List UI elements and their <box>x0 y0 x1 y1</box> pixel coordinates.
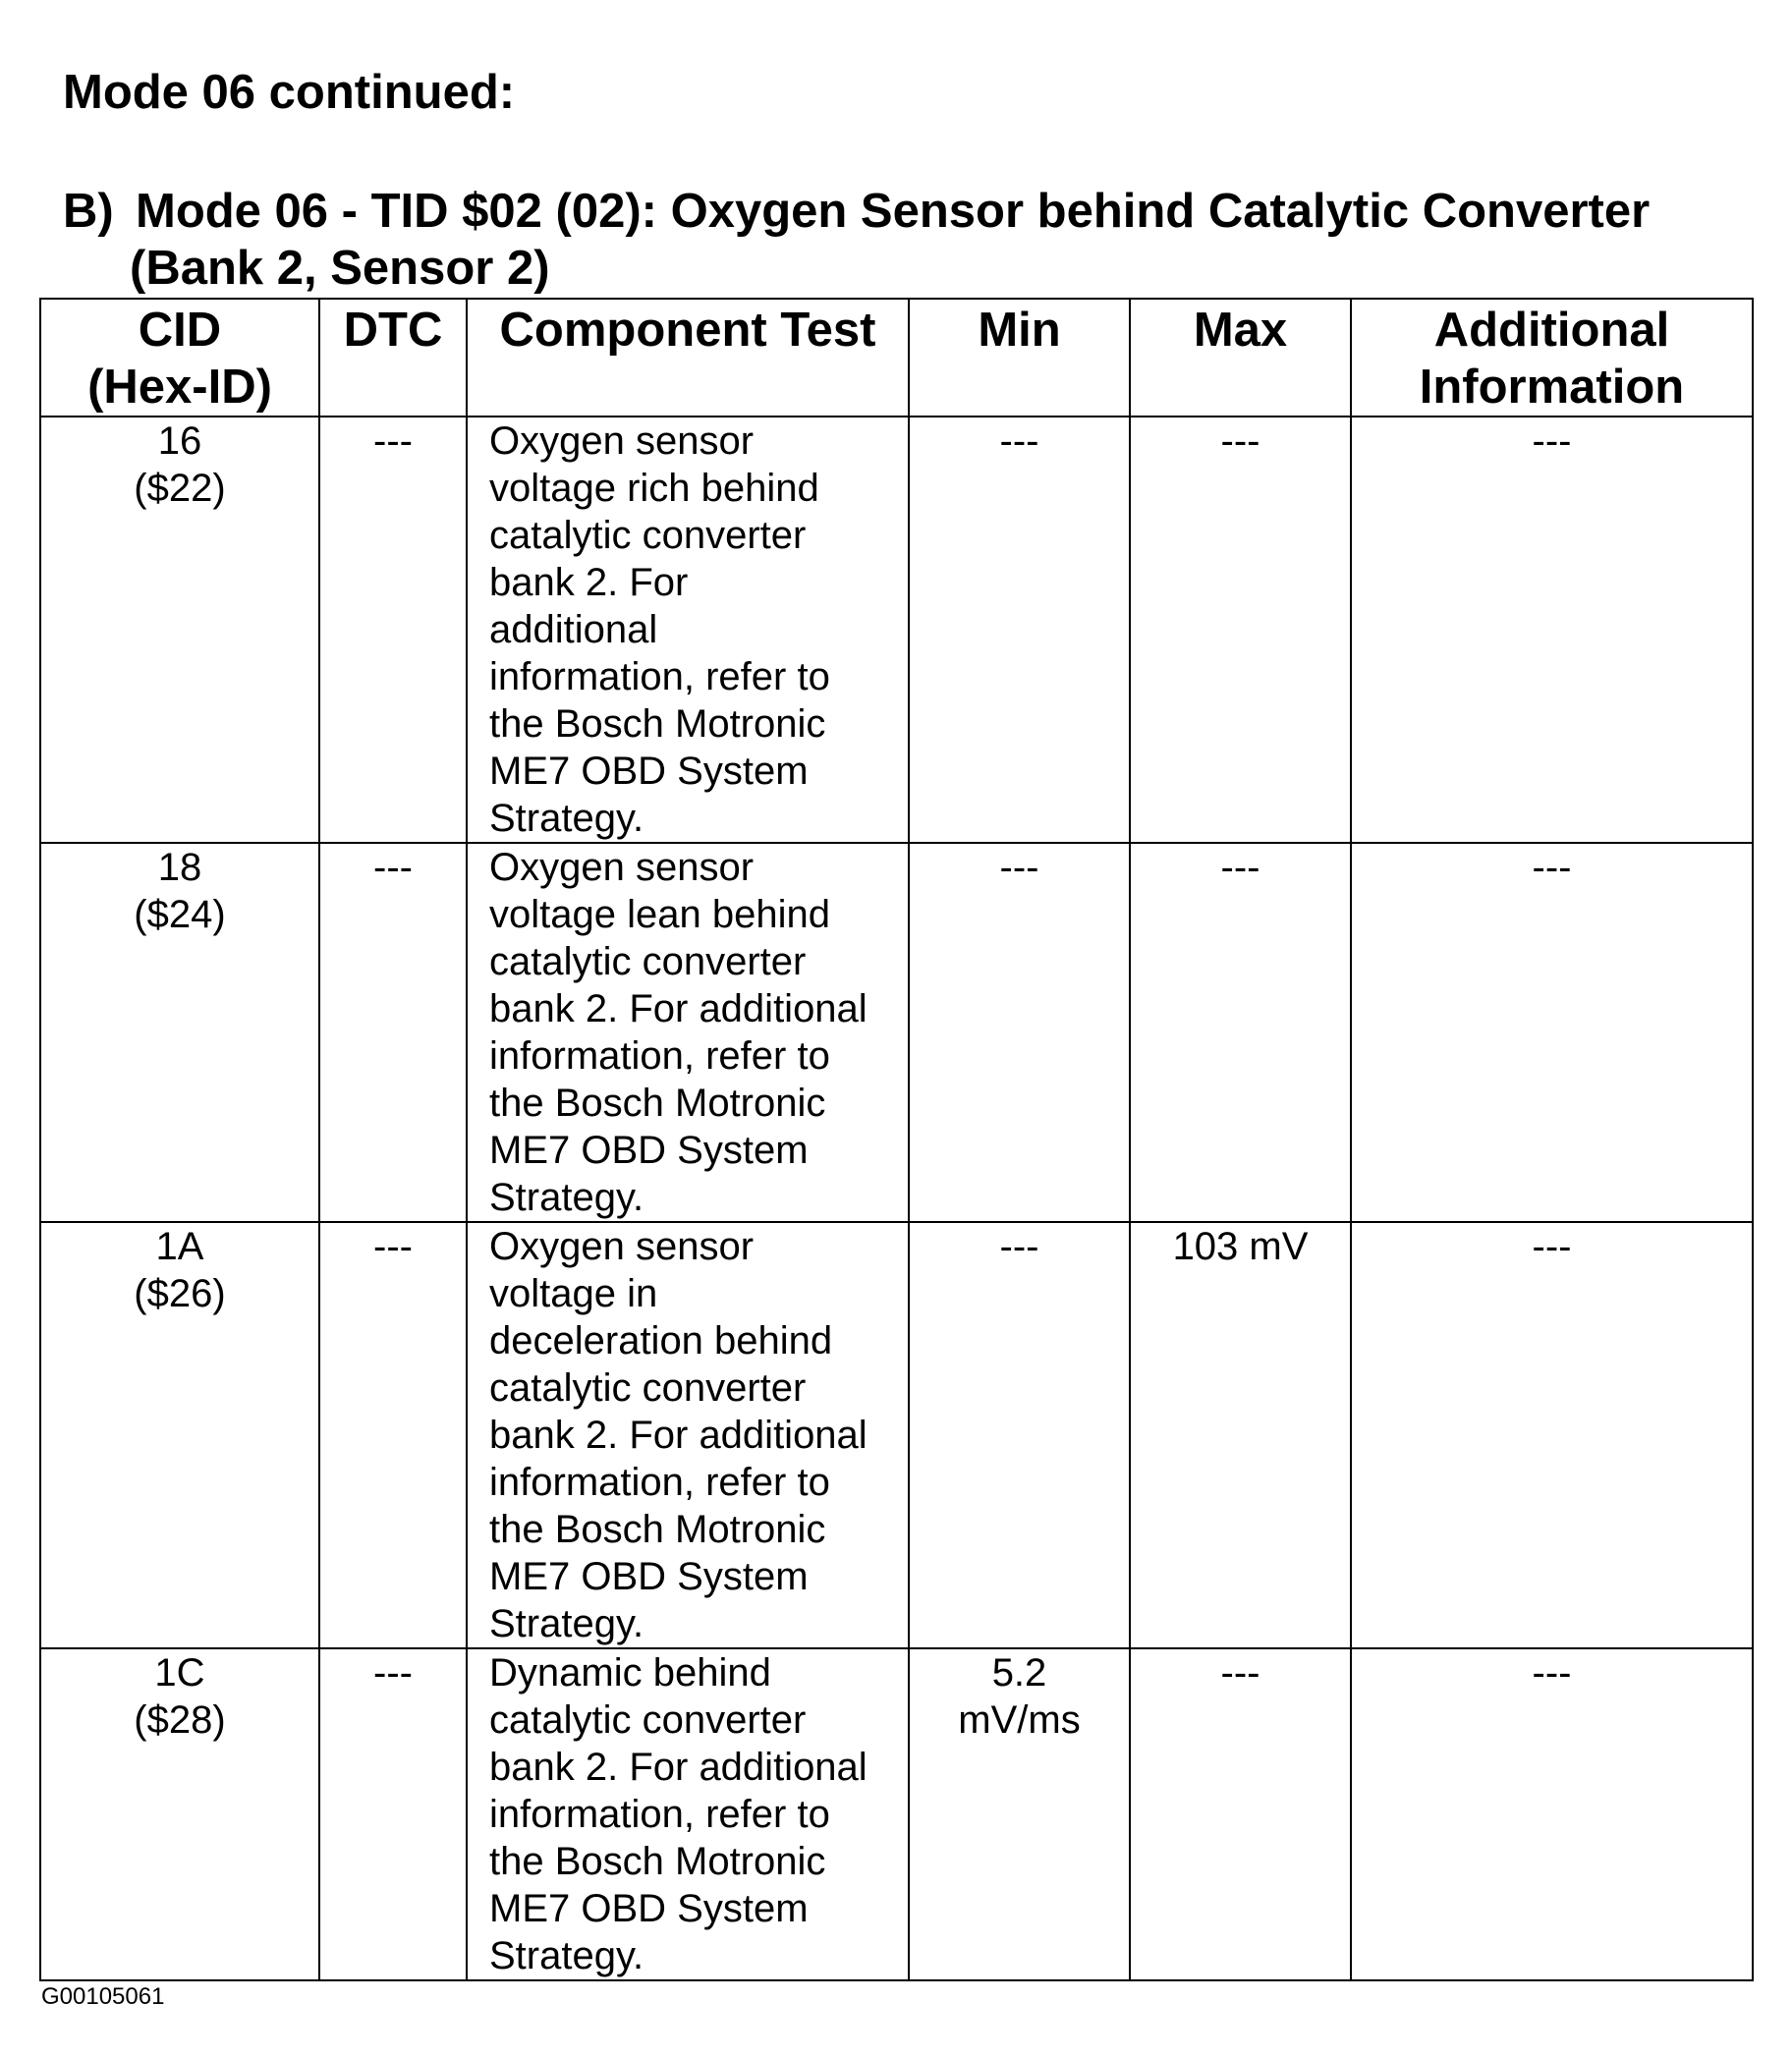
test-line: ME7 OBD System <box>489 1887 809 1930</box>
table-row <box>40 1648 1753 1980</box>
section-title-line2: (Bank 2, Sensor 2) <box>130 242 550 295</box>
header-dtc: DTC <box>319 299 467 417</box>
hex-id-value: ($24) <box>134 893 226 936</box>
hex-id-value: ($22) <box>134 467 226 510</box>
mode06-table <box>39 298 1754 1981</box>
max-cell: 103 mV <box>1130 1222 1351 1648</box>
test-line: information, refer to <box>489 1793 830 1836</box>
test-line: catalytic converter <box>489 1698 807 1742</box>
test-line: Strategy. <box>489 1602 644 1645</box>
component-test-cell <box>467 1648 909 1980</box>
header-cid-line2: (Hex-ID) <box>87 361 272 414</box>
dtc-cell: --- <box>319 1222 467 1648</box>
test-line: bank 2. For additional <box>489 1414 868 1457</box>
cid-cell <box>40 843 319 1222</box>
test-line: bank 2. For additional <box>489 1746 868 1789</box>
min-cell <box>909 843 1130 1222</box>
additional-info-cell: --- <box>1351 417 1753 843</box>
figure-code: G00105061 <box>41 1983 165 2010</box>
cid-cell <box>40 1648 319 1980</box>
component-test-cell <box>467 843 909 1222</box>
test-line: Strategy. <box>489 1934 644 1977</box>
test-line: deceleration behind <box>489 1319 833 1362</box>
min-value-line1: 5.2 <box>991 1651 1047 1695</box>
test-line: catalytic converter <box>489 1366 807 1410</box>
cid-value: 18 <box>157 846 202 889</box>
test-line: voltage in <box>489 1272 658 1315</box>
header-cid-line1: CID <box>138 304 222 357</box>
dtc-cell: --- <box>319 1648 467 1980</box>
test-line: Dynamic behind <box>489 1651 771 1695</box>
test-line: catalytic converter <box>489 514 807 557</box>
max-cell: --- <box>1130 417 1351 843</box>
test-line: information, refer to <box>489 655 830 698</box>
section-label: B) <box>63 185 114 238</box>
min-value: --- <box>999 846 1039 889</box>
test-line: the Bosch Motronic <box>489 702 826 746</box>
test-line: the Bosch Motronic <box>489 1840 826 1883</box>
hex-id-value: ($26) <box>134 1272 226 1315</box>
page-heading: Mode 06 continued: <box>63 66 516 119</box>
cid-cell <box>40 1222 319 1648</box>
min-value: --- <box>999 419 1039 463</box>
section-title <box>63 183 1650 297</box>
table-row <box>40 1222 1753 1648</box>
cid-value: 16 <box>157 419 202 463</box>
test-line: bank 2. For <box>489 561 689 604</box>
test-line: information, refer to <box>489 1034 830 1078</box>
test-line: Oxygen sensor <box>489 846 755 889</box>
test-line: bank 2. For additional <box>489 987 868 1030</box>
test-line: additional <box>489 608 658 651</box>
header-min: Min <box>909 299 1130 417</box>
test-line: ME7 OBD System <box>489 1555 809 1598</box>
dtc-cell: --- <box>319 843 467 1222</box>
test-line: the Bosch Motronic <box>489 1082 826 1125</box>
component-test-cell <box>467 417 909 843</box>
table-header-row <box>40 299 1753 417</box>
test-line: information, refer to <box>489 1461 830 1504</box>
header-additional-line2: Information <box>1419 361 1685 414</box>
header-additional-information <box>1351 299 1753 417</box>
table-row <box>40 417 1753 843</box>
additional-info-cell: --- <box>1351 843 1753 1222</box>
min-cell <box>909 1222 1130 1648</box>
test-line: voltage rich behind <box>489 467 819 510</box>
test-line: the Bosch Motronic <box>489 1508 826 1551</box>
test-line: ME7 OBD System <box>489 750 809 793</box>
cid-cell <box>40 417 319 843</box>
dtc-cell: --- <box>319 417 467 843</box>
test-line: Oxygen sensor <box>489 1225 755 1268</box>
test-line: Strategy. <box>489 1176 644 1219</box>
min-value: --- <box>999 1225 1039 1268</box>
additional-info-cell: --- <box>1351 1648 1753 1980</box>
cid-value: 1C <box>154 1651 205 1695</box>
test-line: catalytic converter <box>489 940 807 983</box>
header-max: Max <box>1130 299 1351 417</box>
test-line: voltage lean behind <box>489 893 830 936</box>
min-cell <box>909 417 1130 843</box>
min-cell <box>909 1648 1130 1980</box>
max-cell: --- <box>1130 843 1351 1222</box>
header-additional-line1: Additional <box>1433 304 1670 357</box>
section-title-line1: Mode 06 - TID $02 (02): Oxygen Sensor behind Catalytic Converter <box>136 185 1651 238</box>
component-test-cell <box>467 1222 909 1648</box>
test-line: ME7 OBD System <box>489 1129 809 1172</box>
table-body <box>40 417 1753 1980</box>
additional-info-cell: --- <box>1351 1222 1753 1648</box>
table-row <box>40 843 1753 1222</box>
test-line: Strategy. <box>489 797 644 840</box>
header-cid <box>40 299 319 417</box>
header-component-test: Component Test <box>467 299 909 417</box>
hex-id-value: ($28) <box>134 1698 226 1742</box>
test-line: Oxygen sensor <box>489 419 755 463</box>
max-cell: --- <box>1130 1648 1351 1980</box>
min-value-line2: mV/ms <box>958 1698 1081 1742</box>
cid-value: 1A <box>155 1225 204 1268</box>
